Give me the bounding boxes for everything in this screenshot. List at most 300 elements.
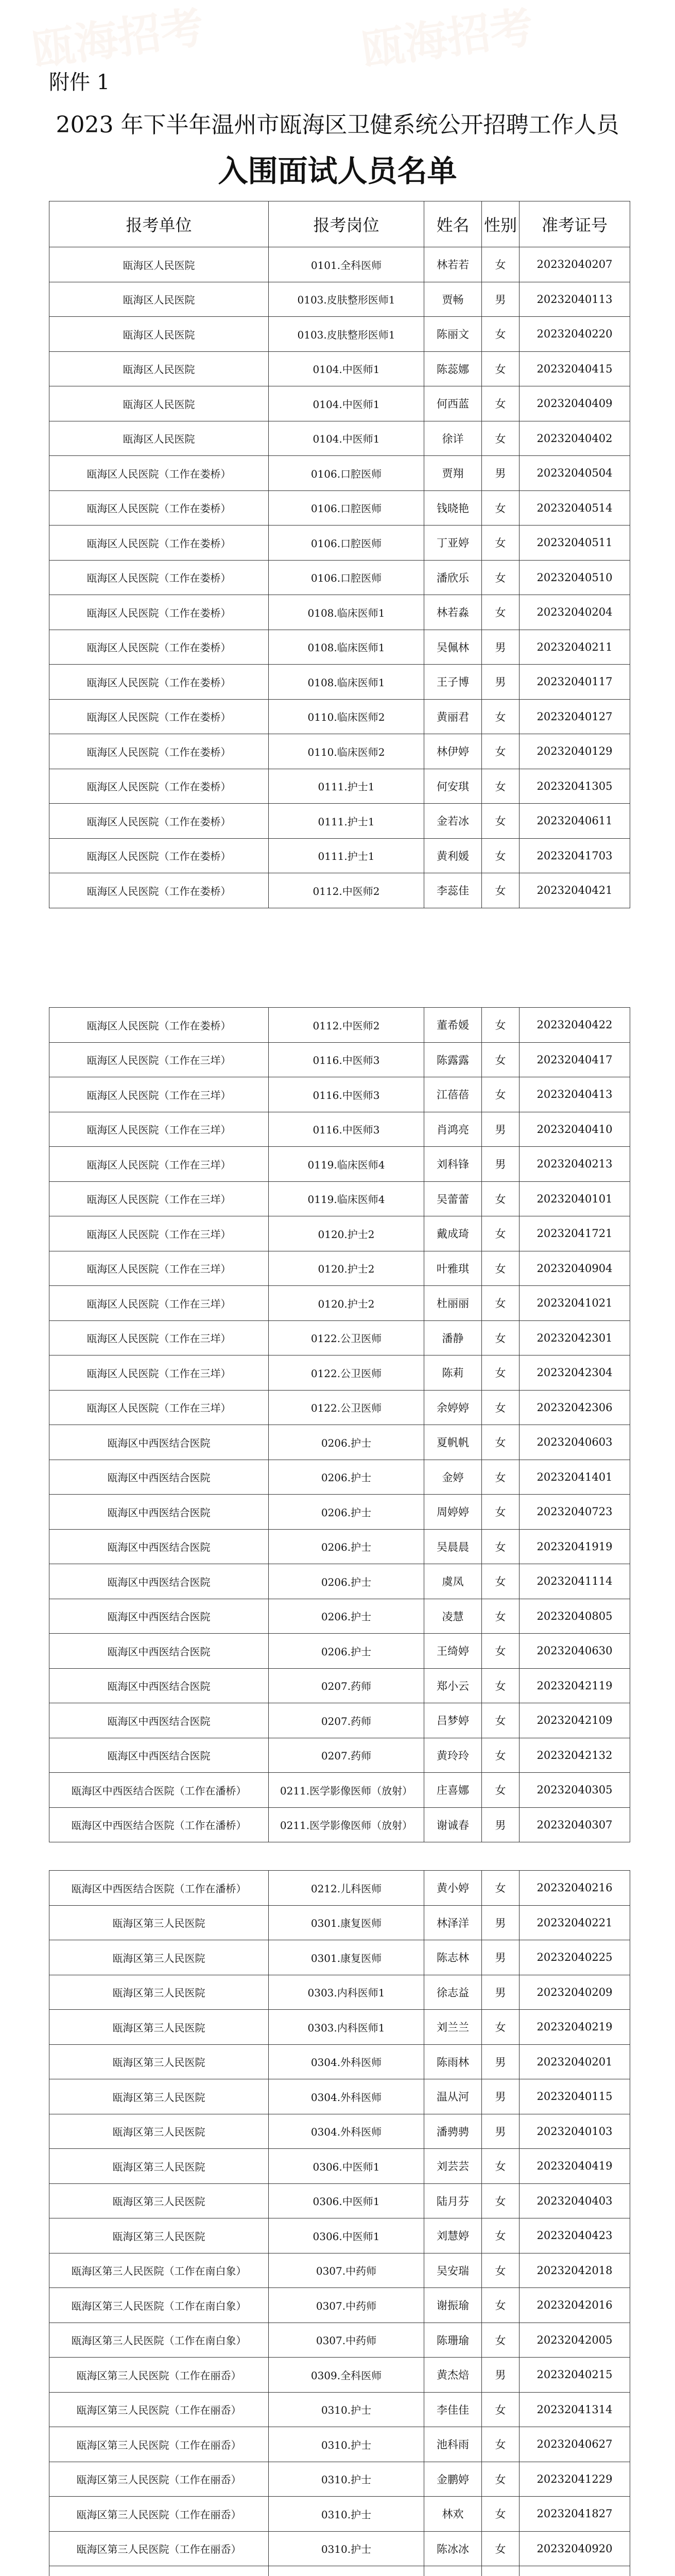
column-header-gender: 性别 [482,201,520,247]
table-row [49,1460,630,1495]
cell-gender: 女 [482,769,520,804]
cell-name: 林若若 [424,247,482,282]
cell-gender: 女 [482,699,520,734]
cell-name: 吴佩林 [424,630,482,665]
cell-gender: 女 [482,1425,520,1460]
cell-name: 陈莉 [424,1355,482,1391]
cell-exam-id: 20232042018 [520,2253,630,2288]
cell-unit: 瓯海区人民医院（工作在三垟） [49,1077,269,1112]
cell-exam-id: 20232040305 [520,1773,630,1808]
cell-name: 黄小婷 [424,1871,482,1906]
cell-gender: 女 [482,2497,520,2532]
cell-unit: 瓯海区中西医结合医院 [49,1599,269,1634]
cell-post: 0111.护士1 [269,804,424,839]
table-row [49,317,630,352]
cell-name: 董希媛 [424,1008,482,1043]
table-row [49,282,630,317]
table-header-row [49,201,630,247]
cell-exam-id: 20232042119 [520,1668,630,1703]
cell-exam-id: 20232041919 [520,1529,630,1564]
cell-name: 郑小云 [424,1668,482,1703]
cell-gender: 男 [482,1112,520,1147]
table-row [49,2079,630,2114]
cell-gender: 女 [482,1286,520,1321]
table-row [49,1564,630,1599]
cell-post: 0307.中药师 [269,2323,424,2358]
cell-name: 李蕊佳 [424,873,482,908]
cell-exam-id: 20232041314 [520,2392,630,2427]
cell-exam-id: 20232040127 [520,699,630,734]
cell-exam-id: 20232040402 [520,421,630,456]
cell-post: 0122.公卫医师 [269,1320,424,1355]
table-row [49,1425,630,1460]
cell-exam-id: 20232040207 [520,247,630,282]
cell-name: 刘兰兰 [424,2010,482,2045]
cell-exam-id: 20232040215 [520,2358,630,2393]
cell-name: 凌慧 [424,1599,482,1634]
cell-name: 叶雅琪 [424,1251,482,1286]
table-row [49,1807,630,1842]
cell-exam-id: 20232040209 [520,1975,630,2010]
cell-exam-id: 20232040403 [520,2183,630,2218]
table-row [49,2114,630,2149]
cell-gender: 女 [482,1495,520,1530]
cell-post: 0309.全科医师 [269,2358,424,2393]
cell-post: 0206.护士 [269,1564,424,1599]
cell-unit: 瓯海区第三人民医院（工作在南白象） [49,2323,269,2358]
cell-unit: 瓯海区中西医结合医院 [49,1634,269,1669]
table-row [49,2427,630,2462]
cell-name: 吕梦婷 [424,1703,482,1738]
cell-unit: 瓯海区第三人民医院 [49,2218,269,2253]
cell-name: 何西蓝 [424,386,482,421]
cell-exam-id: 20232040415 [520,351,630,386]
table-row [49,490,630,526]
cell-post: 0106.口腔医师 [269,526,424,561]
table-row [49,1112,630,1147]
cell-exam-id: 20232040117 [520,665,630,700]
cell-post: 0310.护士 [269,2392,424,2427]
cell-unit: 瓯海区人民医院（工作在娄桥） [49,490,269,526]
cell-exam-id: 20232040129 [520,734,630,769]
cell-exam-id: 20232041114 [520,1564,630,1599]
cell-post: 0303.内科医师1 [269,1975,424,2010]
table-row [49,665,630,700]
cell-name: 黄利媛 [424,838,482,873]
cell-exam-id: 20232041721 [520,1216,630,1251]
table-row [49,351,630,386]
watermark: 瓯海招考 [28,2,207,76]
cell-name: 虞凤 [424,1564,482,1599]
cell-gender: 女 [482,1077,520,1112]
cell-gender: 女 [482,873,520,908]
table-row [49,1355,630,1391]
cell-unit: 瓯海区第三人民医院（工作在丽岙） [49,2531,269,2566]
cell-gender: 女 [482,1871,520,1906]
cell-name: 陈蕊娜 [424,351,482,386]
cell-post: 0301.康复医师 [269,1905,424,1940]
table-row [49,1286,630,1321]
cell-unit: 瓯海区人民医院 [49,282,269,317]
cell-exam-id: 20232040627 [520,2427,630,2462]
cell-name: 潘静 [424,1320,482,1355]
cell-name: 林伊婷 [424,734,482,769]
cell-gender: 女 [482,1320,520,1355]
cell-unit: 瓯海区中西医结合医院（工作在潘桥） [49,1807,269,1842]
cell-name: 丁亚婷 [424,526,482,561]
cell-exam-id: 20232040201 [520,2044,630,2079]
column-header-name: 姓名 [424,201,482,247]
table-row [49,386,630,421]
cell-exam-id: 20232040514 [520,490,630,526]
cell-exam-id: 20232041827 [520,2497,630,2532]
cell-gender: 女 [482,2462,520,2497]
cell-post: 0116.中医师3 [269,1077,424,1112]
cell-unit: 瓯海区人民医院（工作在三垟） [49,1181,269,1216]
cell-unit: 瓯海区第三人民医院 [49,2010,269,2045]
attachment-label: 附件 1 [49,71,110,94]
cell-gender: 女 [482,2427,520,2462]
cell-gender: 女 [482,2149,520,2184]
cell-name: 黄丽君 [424,699,482,734]
cell-post: 0310.护士 [269,2462,424,2497]
cell-unit: 瓯海区第三人民医院 [49,1905,269,1940]
cell-unit: 瓯海区人民医院（工作在三垟） [49,1286,269,1321]
cell-name: 陈珊瑜 [424,2323,482,2358]
cell-gender: 女 [482,317,520,352]
cell-post: 0206.护士 [269,1495,424,1530]
cell-exam-id: 20232040410 [520,1112,630,1147]
cell-unit: 瓯海区中西医结合医院 [49,1460,269,1495]
cell-gender: 女 [482,1773,520,1808]
table-row [49,1738,630,1773]
cell-unit: 瓯海区人民医院 [49,351,269,386]
cell-exam-id: 20232042304 [520,1355,630,1391]
cell-post: 0116.中医师3 [269,1042,424,1077]
cell-post: 0306.中医师1 [269,2183,424,2218]
cell-name: 肖鸿亮 [424,1112,482,1147]
cell-post: 0306.中医师1 [269,2149,424,2184]
cell-post: 0306.中医师1 [269,2218,424,2253]
cell-gender: 女 [482,1738,520,1773]
cell-post: 0120.护士2 [269,1251,424,1286]
cell-post: 0122.公卫医师 [269,1355,424,1391]
cell-gender: 女 [482,386,520,421]
cell-unit: 瓯海区人民医院（工作在娄桥） [49,456,269,491]
page-title: 2023 年下半年温州市瓯海区卫健系统公开招聘工作人员 [56,112,619,138]
cell-post: 0119.临床医师4 [269,1181,424,1216]
cell-unit: 瓯海区中西医结合医院 [49,1425,269,1460]
cell-gender: 女 [482,2253,520,2288]
cell-exam-id: 20232040225 [520,1940,630,1975]
cell-exam-id: 20232042016 [520,2288,630,2323]
cell-name: 陈雨林 [424,2044,482,2079]
cell-gender: 男 [482,1905,520,1940]
table-row [49,2531,630,2566]
cell-gender: 女 [482,804,520,839]
cell-name: 刘科锋 [424,1147,482,1182]
cell-post [269,2566,424,2576]
cell-gender: 男 [482,665,520,700]
cell-post: 0304.外科医师 [269,2079,424,2114]
table-row [49,1320,630,1355]
cell-post: 0112.中医师2 [269,873,424,908]
cell-name: 陆月芬 [424,2183,482,2218]
table-row [49,1181,630,1216]
cell-unit: 瓯海区第三人民医院（工作在南白象） [49,2288,269,2323]
cell-unit: 瓯海区第三人民医院（工作在丽岙） [49,2358,269,2393]
cell-name: 王子博 [424,665,482,700]
table-row [49,1529,630,1564]
cell-post: 0108.临床医师1 [269,595,424,630]
cell-gender: 男 [482,456,520,491]
cell-gender: 男 [482,2114,520,2149]
table-row [49,1251,630,1286]
cell-name: 陈露露 [424,1042,482,1077]
cell-gender: 女 [482,421,520,456]
cell-name: 徐志益 [424,1975,482,2010]
cell-exam-id: 20232040417 [520,1042,630,1077]
table-row [49,1905,630,1940]
cell-exam-id: 20232040423 [520,2218,630,2253]
cell-gender: 男 [482,2044,520,2079]
cell-name: 林欢 [424,2497,482,2532]
table-row [49,1495,630,1530]
cell-gender: 男 [482,630,520,665]
cell-exam-id: 20232042306 [520,1390,630,1425]
cell-gender: 女 [482,351,520,386]
cell-unit: 瓯海区第三人民医院（工作在丽岙） [49,2392,269,2427]
cell-exam-id: 20232042005 [520,2323,630,2358]
cell-post: 0104.中医师1 [269,386,424,421]
table-row [49,1390,630,1425]
cell-post: 0211.医学影像医师（放射） [269,1807,424,1842]
watermark: 瓯海招考 [358,2,537,76]
cell-post: 0206.护士 [269,1599,424,1634]
table-row [49,1975,630,2010]
cell-unit: 瓯海区第三人民医院 [49,1940,269,1975]
cell-name: 金婷 [424,1460,482,1495]
table-row [49,2462,630,2497]
table-row [49,873,630,908]
cell-name: 何安琪 [424,769,482,804]
table-row [49,2358,630,2393]
table-row [49,838,630,873]
cell-unit: 瓯海区人民医院（工作在三垟） [49,1390,269,1425]
table-row [49,526,630,561]
cell-gender: 女 [482,1216,520,1251]
cell-post: 0207.药师 [269,1703,424,1738]
cell-unit: 瓯海区第三人民医院（工作在丽岙） [49,2462,269,2497]
table-row [49,2566,630,2576]
table-row [49,630,630,665]
candidate-table [49,201,630,908]
cell-post: 0106.口腔医师 [269,560,424,595]
cell-gender: 女 [482,490,520,526]
cell-unit: 瓯海区人民医院（工作在娄桥） [49,665,269,700]
cell-exam-id: 20232041229 [520,2462,630,2497]
cell-unit: 瓯海区人民医院（工作在娄桥） [49,1008,269,1043]
cell-gender: 女 [482,1703,520,1738]
table-row [49,1668,630,1703]
cell-unit: 瓯海区人民医院（工作在娄桥） [49,630,269,665]
cell-name: 庄喜娜 [424,1773,482,1808]
table-row [49,456,630,491]
cell-exam-id: 20232040419 [520,2149,630,2184]
cell-name: 谢振瑜 [424,2288,482,2323]
cell-exam-id: 20232040211 [520,630,630,665]
candidate-table [49,1870,630,2576]
table-row [49,734,630,769]
cell-gender: 男 [482,1807,520,1842]
table-row [49,2323,630,2358]
cell-exam-id: 20232040409 [520,386,630,421]
cell-gender: 女 [482,1390,520,1425]
table-row [49,2218,630,2253]
cell-exam-id: 20232041401 [520,1460,630,1495]
cell-unit: 瓯海区中西医结合医院 [49,1703,269,1738]
cell-unit: 瓯海区人民医院（工作在娄桥） [49,769,269,804]
cell-exam-id: 20232041703 [520,838,630,873]
cell-exam-id: 20232042132 [520,1738,630,1773]
cell-post: 0310.护士 [269,2497,424,2532]
table-row [49,804,630,839]
table-row [49,2183,630,2218]
cell-name: 戴成琦 [424,1216,482,1251]
cell-name: 陈冰冰 [424,2531,482,2566]
cell-exam-id: 20232040113 [520,282,630,317]
cell-gender: 女 [482,247,520,282]
cell-unit: 瓯海区第三人民医院 [49,2044,269,2079]
cell-post: 0104.中医师1 [269,421,424,456]
table-row [49,2497,630,2532]
cell-post: 0111.护士1 [269,769,424,804]
cell-exam-id: 20232040103 [520,2114,630,2149]
cell-unit: 瓯海区第三人民医院 [49,2114,269,2149]
cell-gender: 女 [482,734,520,769]
cell-name: 杜丽丽 [424,1286,482,1321]
cell-unit: 瓯海区中西医结合医院（工作在潘桥） [49,1871,269,1906]
cell-post: 0108.临床医师1 [269,630,424,665]
cell-gender: 女 [482,1181,520,1216]
cell-name: 夏帆帆 [424,1425,482,1460]
table-row [49,1042,630,1077]
cell-name: 钱晓艳 [424,490,482,526]
table-row [49,2253,630,2288]
cell-name: 潘骋骋 [424,2114,482,2149]
cell-unit [49,2566,269,2576]
cell-unit: 瓯海区人民医院（工作在娄桥） [49,526,269,561]
cell-unit: 瓯海区人民医院（工作在三垟） [49,1216,269,1251]
cell-name: 江蓓蓓 [424,1077,482,1112]
cell-name: 陈志林 [424,1940,482,1975]
cell-gender: 男 [482,2079,520,2114]
cell-gender: 女 [482,1634,520,1669]
cell-unit: 瓯海区第三人民医院（工作在南白象） [49,2253,269,2288]
cell-unit: 瓯海区第三人民医院 [49,2149,269,2184]
column-header-exam-id: 准考证号 [520,201,630,247]
cell-gender: 女 [482,838,520,873]
candidate-table [49,1007,630,1842]
cell-exam-id: 20232040220 [520,317,630,352]
table-row [49,2010,630,2045]
cell-unit: 瓯海区人民医院（工作在娄桥） [49,873,269,908]
cell-exam-id: 20232040904 [520,1251,630,1286]
cell-gender: 女 [482,2010,520,2045]
cell-exam-id: 20232040504 [520,456,630,491]
cell-gender: 女 [482,1460,520,1495]
table-row [49,1940,630,1975]
cell-unit: 瓯海区人民医院（工作在三垟） [49,1320,269,1355]
table-row [49,2044,630,2079]
cell-post: 0310.护士 [269,2427,424,2462]
cell-post: 0112.中医师2 [269,1008,424,1043]
cell-gender: 男 [482,1975,520,2010]
cell-unit: 瓯海区人民医院 [49,386,269,421]
cell-gender: 女 [482,1251,520,1286]
cell-unit: 瓯海区人民医院 [49,421,269,456]
cell-post: 0211.医学影像医师（放射） [269,1773,424,1808]
table-row [49,560,630,595]
cell-name: 陈丽文 [424,317,482,352]
cell-name: 吴晨晨 [424,1529,482,1564]
cell-name: 谢诚春 [424,1807,482,1842]
cell-post: 0310.护士 [269,2531,424,2566]
cell-exam-id: 20232040422 [520,1008,630,1043]
cell-post: 0122.公卫医师 [269,1390,424,1425]
cell-name: 吴安瑞 [424,2253,482,2288]
cell-gender: 女 [482,1529,520,1564]
cell-exam-id: 20232040630 [520,1634,630,1669]
cell-exam-id: 20232040213 [520,1147,630,1182]
cell-post: 0120.护士2 [269,1216,424,1251]
table-row [49,1147,630,1182]
cell-name: 徐详 [424,421,482,456]
cell-gender: 女 [482,595,520,630]
cell-post: 0103.皮肤整形医师1 [269,282,424,317]
cell-post: 0120.护士2 [269,1286,424,1321]
table-row [49,2149,630,2184]
cell-unit: 瓯海区中西医结合医院 [49,1564,269,1599]
cell-unit: 瓯海区人民医院（工作在三垟） [49,1355,269,1391]
cell-name: 王绮婷 [424,1634,482,1669]
cell-exam-id [520,2566,630,2576]
cell-gender: 女 [482,1042,520,1077]
cell-exam-id: 20232042301 [520,1320,630,1355]
cell-post: 0304.外科医师 [269,2114,424,2149]
cell-exam-id: 20232040219 [520,2010,630,2045]
cell-post: 0207.药师 [269,1738,424,1773]
table-row [49,1599,630,1634]
cell-post: 0119.临床医师4 [269,1147,424,1182]
cell-gender: 女 [482,2323,520,2358]
cell-unit: 瓯海区人民医院 [49,247,269,282]
cell-post: 0212.儿科医师 [269,1871,424,1906]
cell-exam-id: 20232041021 [520,1286,630,1321]
cell-gender [482,2566,520,2576]
table-row [49,2288,630,2323]
cell-unit: 瓯海区人民医院（工作在娄桥） [49,804,269,839]
cell-unit: 瓯海区人民医院（工作在三垟） [49,1147,269,1182]
cell-unit: 瓯海区第三人民医院 [49,2079,269,2114]
cell-post: 0307.中药师 [269,2253,424,2288]
cell-gender: 男 [482,282,520,317]
cell-gender: 女 [482,2218,520,2253]
cell-unit: 瓯海区人民医院（工作在三垟） [49,1042,269,1077]
cell-name [424,2566,482,2576]
column-header-post: 报考岗位 [269,201,424,247]
cell-unit: 瓯海区中西医结合医院（工作在潘桥） [49,1773,269,1808]
